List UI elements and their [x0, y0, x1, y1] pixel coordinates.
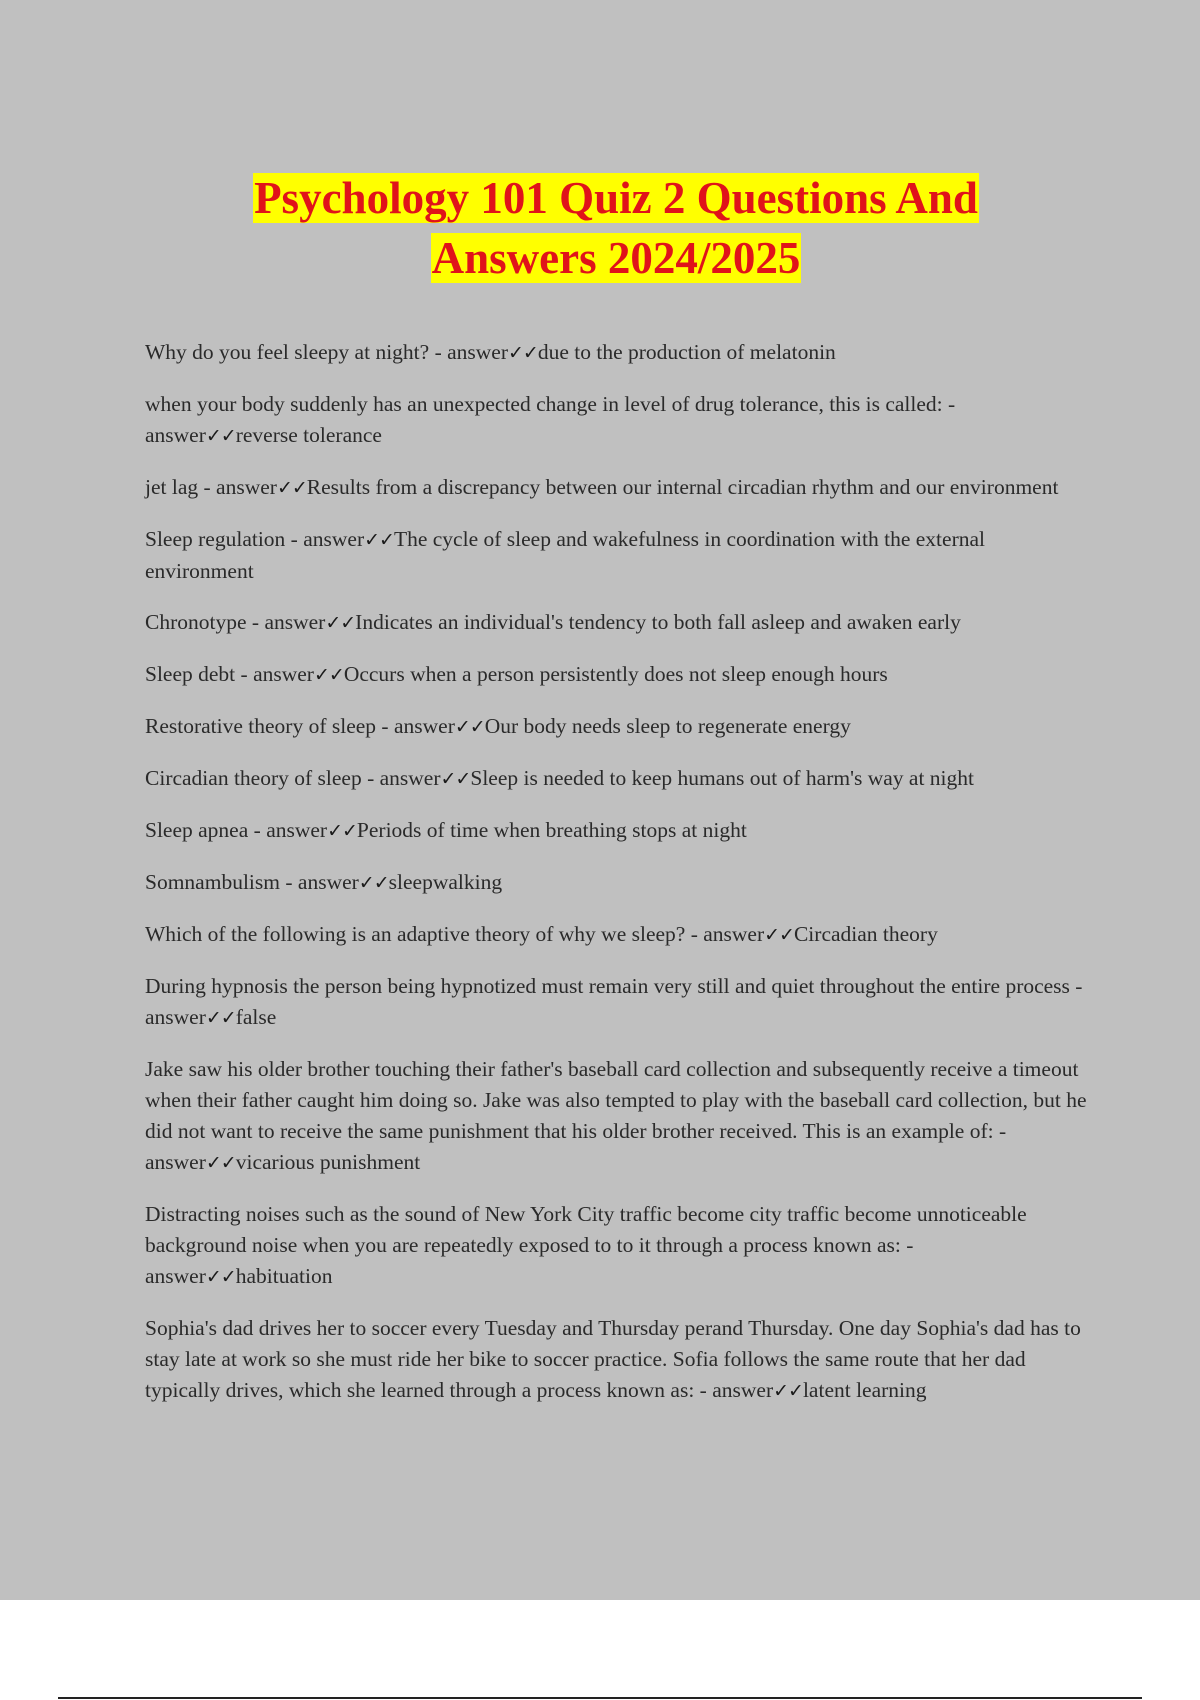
answer-marker: answer [379, 766, 441, 790]
question-text: Circadian theory of sleep - [145, 766, 380, 790]
answer-marker: answer [712, 1378, 774, 1402]
answer-marker: answer [216, 475, 277, 499]
answer-marker: answer [266, 818, 328, 842]
qa-item [145, 1054, 1095, 1179]
qa-item [145, 1313, 1095, 1407]
title-line-2: Answers 2024/2025 [431, 233, 801, 283]
question-text: Sleep apnea - [145, 818, 267, 842]
answer-text: Our body needs sleep to regenerate energy [484, 714, 851, 738]
qa-item [145, 867, 1095, 899]
double-check-icon: ✓✓ [327, 820, 357, 842]
question-text: Sophia's dad drives her to soccer every Tuesday and Thursday perand Thursday. One day Sophia's dad has to stay late at work so she must ride her bike to soccer practice. Sofia follows the same route that her dad typically drives, which she learned through a process known as: - [145, 1316, 1081, 1402]
double-check-icon: ✓✓ [773, 1380, 803, 1402]
answer-text: false [235, 1005, 277, 1029]
answer-text: latent learning [802, 1378, 927, 1402]
qa-item [145, 472, 1095, 504]
answer-marker: answer [297, 870, 359, 894]
double-check-icon: ✓✓ [276, 477, 307, 499]
question-answer-list [145, 337, 1095, 1427]
answer-marker: answer [264, 610, 326, 634]
answer-marker: answer [253, 662, 314, 686]
double-check-icon: ✓✓ [205, 1152, 236, 1174]
double-check-icon: ✓✓ [364, 529, 394, 551]
qa-item [145, 607, 1095, 639]
answer-marker: answer [703, 922, 765, 946]
double-check-icon: ✓✓ [508, 342, 538, 364]
question-text: Why do you feel sleepy at night? - [145, 340, 448, 364]
answer-marker: answer [447, 340, 508, 364]
answer-text: habituation [235, 1264, 333, 1288]
answer-marker: answer [145, 1005, 206, 1029]
qa-item [145, 1199, 1095, 1293]
double-check-icon: ✓✓ [454, 716, 485, 738]
answer-text: Results from a discrepancy between our internal circadian rhythm and our environment [306, 475, 1059, 499]
footer-divider [58, 1697, 1142, 1699]
question-text: Somnambulism - [145, 870, 298, 894]
answer-text: vicarious punishment [235, 1150, 421, 1174]
answer-text: reverse tolerance [235, 423, 382, 447]
double-check-icon: ✓✓ [325, 612, 356, 634]
answer-text: The cycle of sleep and wakefulness in coordination with the external environment [145, 527, 985, 583]
page-title [0, 168, 1200, 288]
answer-text: Sleep is needed to keep humans out of harm's way at night [470, 766, 974, 790]
answer-text: Circadian theory [793, 922, 938, 946]
title-line-1: Psychology 101 Quiz 2 Questions And [254, 173, 978, 223]
question-text: when your body suddenly has an unexpected change in level of drug tolerance, this is called: - [145, 392, 956, 416]
question-text: Sleep debt - [145, 662, 254, 686]
answer-marker: answer [393, 714, 455, 738]
qa-item [145, 815, 1095, 847]
answer-text: due to the production of melatonin [537, 340, 836, 364]
question-text: jet lag - [145, 475, 217, 499]
question-text: Distracting noises such as the sound of New York City traffic become city traffic become unnoticeable background noise when you are repeatedly exposed to to it through a process known as: - [145, 1202, 1027, 1257]
question-text: During hypnosis the person being hypnotized must remain very still and quiet throughout the entire process - [145, 974, 1083, 998]
answer-marker: answer [145, 423, 206, 447]
qa-item [145, 711, 1095, 743]
double-check-icon: ✓✓ [440, 768, 471, 790]
double-check-icon: ✓✓ [205, 1007, 236, 1029]
double-check-icon: ✓✓ [205, 425, 236, 447]
qa-item [145, 337, 1095, 369]
question-text: Jake saw his older brother touching their father's baseball card collection and subsequently receive a timeout when their father caught him doing so. Jake was also tempted to play with the baseball card collection, but he did not want to receive the same punishment that his older brother received. This is an example of: - [145, 1057, 1087, 1143]
double-check-icon: ✓✓ [358, 872, 389, 894]
double-check-icon: ✓✓ [205, 1266, 236, 1288]
double-check-icon: ✓✓ [313, 664, 344, 686]
question-text: Restorative theory of sleep - [145, 714, 394, 738]
answer-text: Periods of time when breathing stops at night [356, 818, 747, 842]
answer-text: Indicates an individual's tendency to both fall asleep and awaken early [355, 610, 961, 634]
double-check-icon: ✓✓ [764, 924, 794, 946]
question-text: Sleep regulation - [145, 527, 304, 551]
answer-text: Occurs when a person persistently does not sleep enough hours [343, 662, 888, 686]
answer-marker: answer [145, 1150, 206, 1174]
answer-text: sleepwalking [388, 870, 503, 894]
question-text: Which of the following is an adaptive theory of why we sleep? - [145, 922, 704, 946]
qa-item [145, 524, 1095, 587]
qa-item [145, 389, 1095, 452]
qa-item [145, 659, 1095, 691]
question-text: Chronotype - [145, 610, 265, 634]
qa-item [145, 919, 1095, 951]
qa-item [145, 971, 1095, 1034]
answer-marker: answer [303, 527, 365, 551]
qa-item [145, 763, 1095, 795]
answer-marker: answer [145, 1264, 206, 1288]
